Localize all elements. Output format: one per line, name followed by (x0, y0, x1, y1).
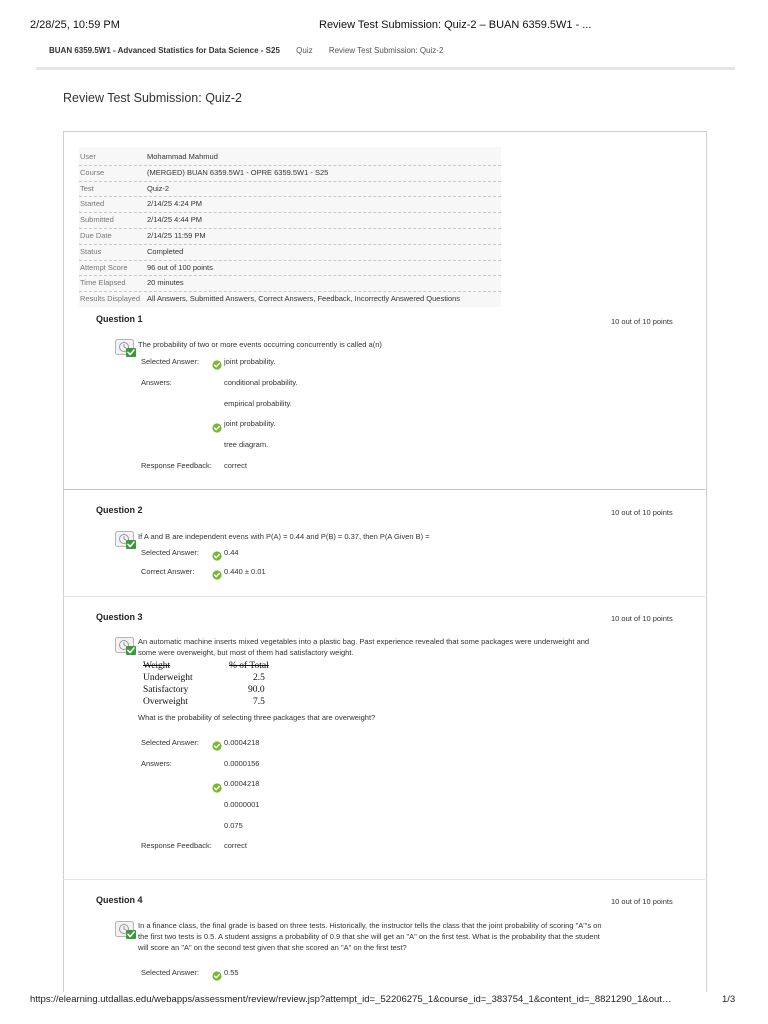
question-3-title: Question 3 (96, 612, 143, 622)
check-icon (212, 423, 222, 433)
question-3-points: 10 out of 10 points (611, 614, 673, 623)
question-4-title: Question 4 (96, 895, 143, 905)
table-cell: 90.0 (248, 685, 265, 695)
question-1-title: Question 1 (96, 314, 143, 324)
question-4-points: 10 out of 10 points (611, 897, 673, 906)
info-row (79, 150, 501, 166)
info-value: 96 out of 100 points (147, 262, 213, 272)
breadcrumb-quiz[interactable]: Quiz (296, 46, 313, 55)
info-label: Course (80, 167, 105, 177)
selected-answer-label: Selected Answer: (141, 968, 199, 977)
answer-option: 0.0000001 (224, 800, 260, 809)
print-title: Review Test Submission: Quiz-2 – BUAN 6359.5W1 - ... (319, 19, 592, 31)
answers-label: Answers: (141, 378, 172, 387)
info-row (79, 292, 501, 307)
table-row (143, 684, 289, 696)
table-cell: Overweight (143, 697, 188, 707)
answers-label: Answers: (141, 759, 172, 768)
selected-answer: 0.44 (224, 548, 239, 557)
info-value: 2/14/25 4:44 PM (147, 215, 203, 225)
selected-answer-label: Selected Answer: (141, 357, 199, 366)
selected-answer-label: Selected Answer: (141, 548, 199, 557)
info-row (79, 245, 501, 261)
info-value: Quiz-2 (147, 183, 170, 193)
info-row (79, 229, 501, 245)
info-value: 2/14/25 11:59 PM (147, 230, 206, 240)
table-cell: 7.5 (253, 697, 265, 707)
info-label: Test (80, 183, 94, 193)
response-feedback-label: Response Feedback: (141, 461, 212, 470)
info-label: Status (80, 246, 102, 256)
info-row (79, 276, 501, 292)
question-divider (63, 489, 705, 490)
info-value: 2/14/25 4:24 PM (147, 199, 203, 209)
answer-option: tree diagram. (224, 440, 269, 449)
breadcrumb-divider (36, 67, 735, 70)
info-value: Completed (147, 246, 184, 256)
answer-option: joint probability. (224, 419, 276, 428)
weight-table (143, 660, 289, 708)
table-row (143, 696, 289, 708)
info-label: Attempt Score (80, 262, 128, 272)
question-3-prompt: What is the probability of selecting three packages that are overweight? (138, 713, 376, 722)
question-correct-icon (115, 531, 137, 550)
question-correct-icon (115, 921, 137, 940)
info-row (79, 261, 501, 277)
table-header: % of Total (229, 661, 269, 671)
correct-answer: 0.440 ± 0.01 (224, 567, 266, 576)
selected-answer-label: Selected Answer: (141, 738, 199, 747)
question-2-title: Question 2 (96, 505, 143, 515)
table-cell: Underweight (143, 673, 193, 683)
table-row (143, 672, 289, 684)
response-feedback-label: Response Feedback: (141, 841, 212, 850)
table-cell: 2.5 (253, 673, 265, 683)
print-url: https://elearning.utdallas.edu/webapps/assessment/review/review.jsp?attempt_id=_52206275_1&course_id=_383754_1&content_id=_8821290_1&out… (30, 994, 672, 1005)
question-1-text: The probability of two or more events occurring concurrently is called a(n) (138, 340, 382, 349)
info-label: Results Displayed (80, 294, 141, 304)
selected-answer: 0.55 (224, 968, 239, 977)
info-label: Time Elapsed (80, 278, 126, 288)
info-label: Started (80, 199, 105, 209)
question-2-points: 10 out of 10 points (611, 508, 673, 517)
table-cell: Satisfactory (143, 685, 189, 695)
answer-option: 0.0004218 (224, 779, 260, 788)
selected-answer: joint probability. (224, 357, 276, 366)
page-title: Review Test Submission: Quiz-2 (63, 91, 243, 105)
question-3-text: An automatic machine inserts mixed vegetables into a plastic bag. Past experience revealed that some packages were underweight and some were overweight, but most of them had satisfactory weight. (138, 637, 590, 657)
info-value: (MERGED) BUAN 6359.5W1 - OPRE 6359.5W1 - S25 (147, 167, 329, 177)
selected-answer: 0.0004218 (224, 738, 260, 747)
print-datetime: 2/28/25, 10:59 PM (30, 19, 120, 31)
info-label: Due Date (80, 230, 112, 240)
answer-option: 0.075 (224, 821, 243, 830)
answer-option: 0.0000156 (224, 759, 260, 768)
breadcrumb (49, 46, 457, 55)
submission-info-table (79, 147, 501, 307)
correct-answer-label: Correct Answer: (141, 567, 195, 576)
check-icon (212, 741, 222, 751)
info-value: 20 minutes (147, 278, 184, 288)
answer-option: conditional probability. (224, 378, 298, 387)
question-4-text: In a finance class, the final grade is based on three tests. Historically, the instructor tells the class that the joint probability of scoring "A"'s on the first two tests is 0.5. A student assigns a probability of 0.9 that she will get an "A" on the first test. What is the probability that the student will score an "A" on the second test given that she scored an "A" on the first test? (138, 921, 602, 952)
info-row (79, 197, 501, 213)
question-2-text: If A and B are independent evens with P(A) = 0.44 and P(B) = 0.37, then P(A Given B) = (138, 532, 430, 541)
check-icon (212, 570, 222, 580)
info-value: Mohammad Mahmud (147, 152, 218, 161)
info-row (79, 166, 501, 182)
response-feedback: correct (224, 461, 247, 470)
question-correct-icon (115, 637, 137, 656)
breadcrumb-current: Review Test Submission: Quiz-2 (328, 46, 444, 55)
info-label: Submitted (80, 215, 114, 225)
breadcrumb-course[interactable]: BUAN 6359.5W1 - Advanced Statistics for Data Science - S25 (49, 46, 280, 55)
question-1-points: 10 out of 10 points (611, 317, 673, 326)
info-value: All Answers, Submitted Answers, Correct Answers, Feedback, Incorrectly Answered Questions (147, 294, 461, 304)
check-icon (212, 551, 222, 561)
question-correct-icon (115, 339, 137, 358)
check-icon (212, 971, 222, 981)
info-label: User (80, 152, 96, 161)
check-icon (212, 360, 222, 370)
page-number: 1/3 (722, 994, 736, 1005)
table-header: Weight (143, 661, 171, 671)
check-icon (212, 783, 222, 793)
info-row (79, 182, 501, 198)
table-header-row (143, 660, 289, 672)
answer-option: empirical probability. (224, 399, 292, 408)
question-divider (63, 596, 705, 597)
info-row (79, 213, 501, 229)
question-divider (63, 879, 705, 880)
response-feedback: correct (224, 841, 247, 850)
